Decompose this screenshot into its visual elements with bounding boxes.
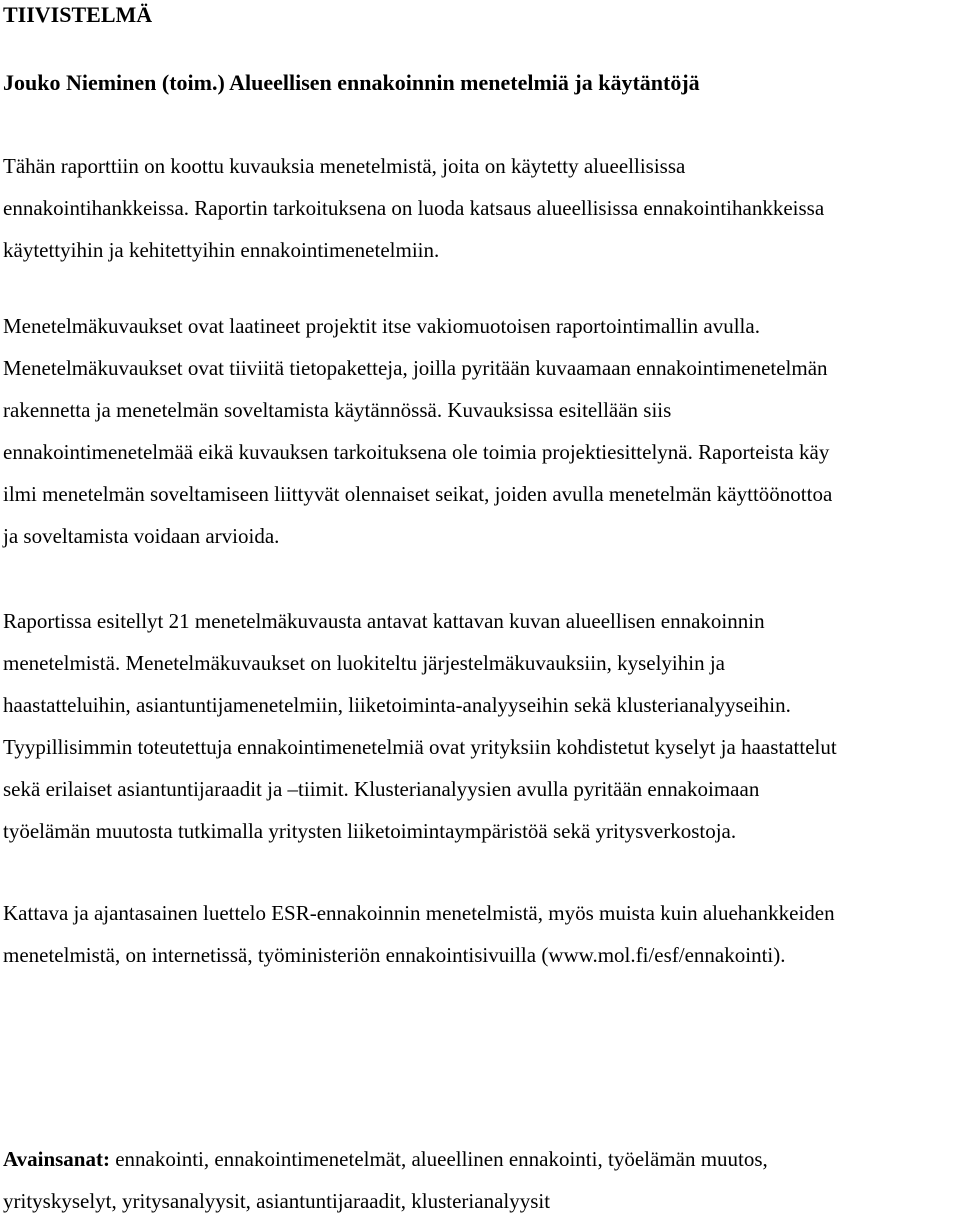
document-subheading: Jouko Nieminen (toim.) Alueellisen ennakoinnin menetelmiä ja käytäntöjä — [3, 70, 700, 95]
text-line: menetelmistä. Menetelmäkuvaukset on luokiteltu järjestelmäkuvauksiin, kyselyihin ja — [3, 651, 725, 675]
text-line: työelämän muutosta tutkimalla yritysten liiketoimintaympäristöä sekä yritysverkostoja. — [3, 819, 737, 843]
text-line: Tyypillisimmin toteutettuja ennakointimenetelmiä ovat yrityksiin kohdistetut kyselyt ja haastattelut — [3, 735, 837, 759]
text-line: sekä erilaiset asiantuntijaraadit ja –tiimit. Klusterianalyysien avulla pyritään ennakoimaan — [3, 777, 760, 801]
text-line: ilmi menetelmän soveltamiseen liittyvät olennaiset seikat, joiden avulla menetelmän käyttöönottoa — [3, 482, 833, 506]
paragraph-classification — [3, 600, 837, 852]
text-line: haastatteluihin, asiantuntijamenetelmiin, liiketoiminta-analyyseihin sekä klusterianalyyseihin. — [3, 693, 791, 717]
paragraph-intro — [3, 145, 824, 271]
keywords-line: yrityskyselyt, yritysanalyysit, asiantuntijaraadit, klusterianalyysit — [3, 1189, 551, 1213]
keywords-section — [3, 1138, 768, 1222]
text-line: Tähän raporttiin on koottu kuvauksia menetelmistä, joita on käytetty alueellisissa — [3, 154, 686, 178]
text-line: käytettyihin ja kehitettyihin ennakointimenetelmiin. — [3, 238, 440, 262]
text-line: ja soveltamista voidaan arvioida. — [3, 524, 280, 548]
keywords-label: Avainsanat: — [3, 1147, 110, 1171]
text-line: Menetelmäkuvaukset ovat tiiviitä tietopaketteja, joilla pyritään kuvaamaan ennakointimenetelmän — [3, 356, 828, 380]
paragraph-online-catalog — [3, 892, 835, 976]
text-line: Raportissa esitellyt 21 menetelmäkuvausta antavat kattavan kuvan alueellisen ennakoinnin — [3, 609, 765, 633]
text-line: Kattava ja ajantasainen luettelo ESR-ennakoinnin menetelmistä, myös muista kuin aluehankkeiden — [3, 901, 835, 925]
text-line: ennakointihankkeissa. Raportin tarkoituksena on luoda katsaus alueellisissa ennakointihankkeissa — [3, 196, 825, 220]
text-line: Menetelmäkuvaukset ovat laatineet projektit itse vakiomuotoisen raportointimallin avulla. — [3, 314, 760, 338]
keywords-list: ennakointi, ennakointimenetelmät, alueellinen ennakointi, työelämän muutos, — [109, 1147, 768, 1171]
document-heading: TIIVISTELMÄ — [3, 2, 153, 27]
text-line: ennakointimenetelmää eikä kuvauksen tarkoituksena ole toimia projektiesittelynä. Raporteista käy — [3, 440, 830, 464]
text-line: menetelmistä, on internetissä, työministeriön ennakointisivuilla (www.mol.fi/esf/ennakointi). — [3, 943, 786, 967]
keywords-line — [3, 1138, 768, 1180]
paragraph-method-descriptions — [3, 305, 832, 557]
text-line: rakennetta ja menetelmän soveltamista käytännössä. Kuvauksissa esitellään siis — [3, 398, 672, 422]
